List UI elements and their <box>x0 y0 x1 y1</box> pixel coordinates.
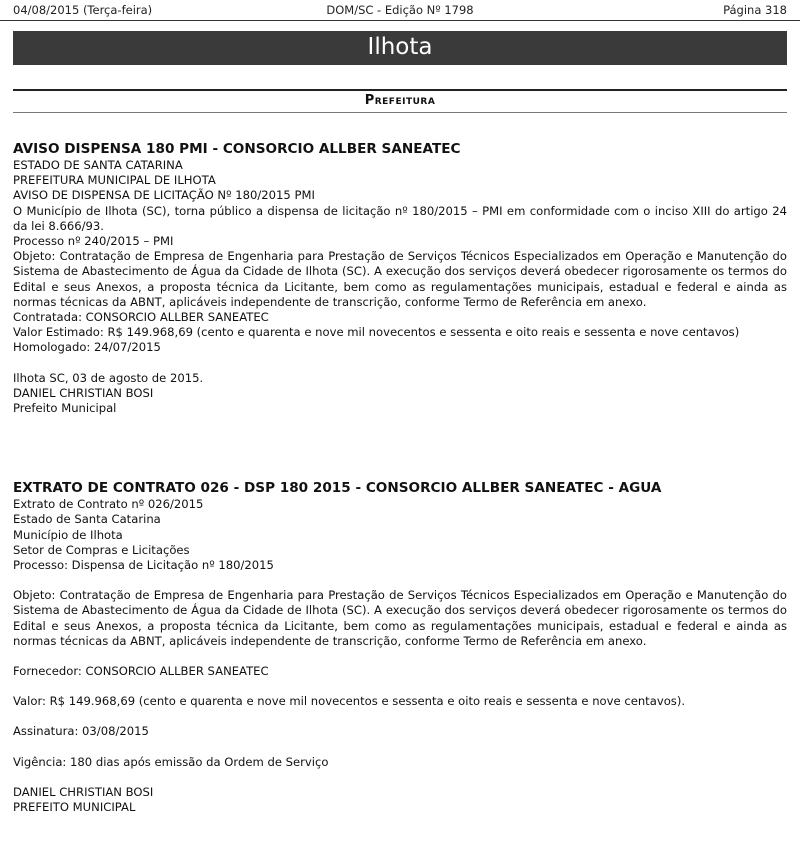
contracted-line: Contratada: CONSORCIO ALLBER SANEATEC <box>13 310 269 325</box>
signature-line: Assinatura: 03/08/2015 <box>13 724 149 739</box>
spacer <box>13 573 787 588</box>
section-divider-bottom <box>13 112 787 113</box>
city-title: Ilhota <box>367 34 433 61</box>
notice-title: AVISO DISPENSA 180 PMI - CONSORCIO ALLBER SANEATEC <box>13 141 461 157</box>
process-line: Processo nº 240/2015 – PMI <box>13 234 174 249</box>
document-content <box>13 141 787 815</box>
section-divider-top <box>13 89 787 91</box>
department-line: Setor de Compras e Licitações <box>13 542 190 557</box>
signer-role: PREFEITO MUNICIPAL <box>13 800 136 815</box>
supplier-line: Fornecedor: CONSORCIO ALLBER SANEATEC <box>13 664 269 679</box>
signer-name: DANIEL CHRISTIAN BOSI <box>13 784 154 799</box>
signer-role: Prefeito Municipal <box>13 401 117 416</box>
header-divider <box>0 20 800 21</box>
contract-line: Extrato de Contrato nº 026/2015 <box>13 497 204 512</box>
page-header <box>13 3 787 19</box>
spacer <box>13 679 787 694</box>
notice-name-line: AVISO DE DISPENSA DE LICITAÇÃO Nº 180/2015 PMI <box>13 188 315 203</box>
homologated-line: Homologado: 24/07/2015 <box>13 340 161 355</box>
place-date-line: Ilhota SC, 03 de agosto de 2015. <box>13 370 204 385</box>
header-date: 04/08/2015 (Terça-feira) <box>13 3 153 18</box>
spacer <box>13 709 787 724</box>
spacer <box>13 649 787 664</box>
validity-line: Vigência: 180 dias após emissão da Ordem de Serviço <box>13 754 329 769</box>
notice-dispensa <box>13 141 787 416</box>
prefecture-line: PREFEITURA MUNICIPAL DE ILHOTA <box>13 173 216 188</box>
object-paragraph: Objeto: Contratação de Empresa de Engenharia para Prestação de Serviços Técnicos Especializados em Operação e Manutenção do Sistema de Abastecimento de Água da Cidade de Ilhota (SC). A execução dos serviços deverá obedecer rigorosamente os termos do Edital e seus Anexos, a proposta técnica da Licitante, bem como as regulamentações municipais, estadual e federal e ainda as normas técnicas da ABNT, aplicáveis independente de transcrição, conforme Termo de Referência em anexo. <box>13 588 787 648</box>
signer-name: DANIEL CHRISTIAN BOSI <box>13 385 154 400</box>
value-line: Valor: R$ 149.968,69 (cento e quarenta e nove mil novecentos e sessenta e oito reais e sessenta e nove centavos). <box>13 694 686 709</box>
object-paragraph: Objeto: Contratação de Empresa de Engenharia para Prestação de Serviços Técnicos Especializados em Operação e Manutenção do Sistema de Abastecimento de Água da Cidade de Ilhota (SC). A execução dos serviços deverá obedecer rigorosamente os termos do Edital e seus Anexos, a proposta técnica da Licitante, bem como as regulamentações municipais, estadual e federal e ainda as normas técnicas da ABNT, aplicáveis independente de transcrição, conforme Termo de Referência em anexo. <box>13 249 787 309</box>
process-line: Processo: Dispensa de Licitação nº 180/2015 <box>13 558 274 573</box>
header-page-number: Página 318 <box>723 3 787 18</box>
state-line: ESTADO DE SANTA CATARINA <box>13 158 183 172</box>
estimated-value-line: Valor Estimado: R$ 149.968,69 (cento e quarenta e nove mil novecentos e sessenta e oito reais e sessenta e nove centavos) <box>13 325 740 340</box>
section-spacer <box>13 416 787 480</box>
city-banner <box>13 31 787 65</box>
header-edition: DOM/SC - Edição Nº 1798 <box>326 3 474 18</box>
spacer <box>13 770 787 785</box>
spacer <box>13 740 787 755</box>
announcement-paragraph: O Município de Ilhota (SC), torna público a dispensa de licitação nº 180/2015 – PMI em conformidade com o inciso XIII do artigo 24 da lei 8.666/93. <box>13 203 787 233</box>
notice-title: EXTRATO DE CONTRATO 026 - DSP 180 2015 - CONSORCIO ALLBER SANEATEC - AGUA <box>13 480 662 497</box>
notice-extrato-contrato <box>13 480 787 815</box>
municipality-line: Município de Ilhota <box>13 527 123 542</box>
state-line: Estado de Santa Catarina <box>13 512 161 527</box>
spacer <box>13 356 787 371</box>
section-title: Prefeitura <box>364 93 436 108</box>
